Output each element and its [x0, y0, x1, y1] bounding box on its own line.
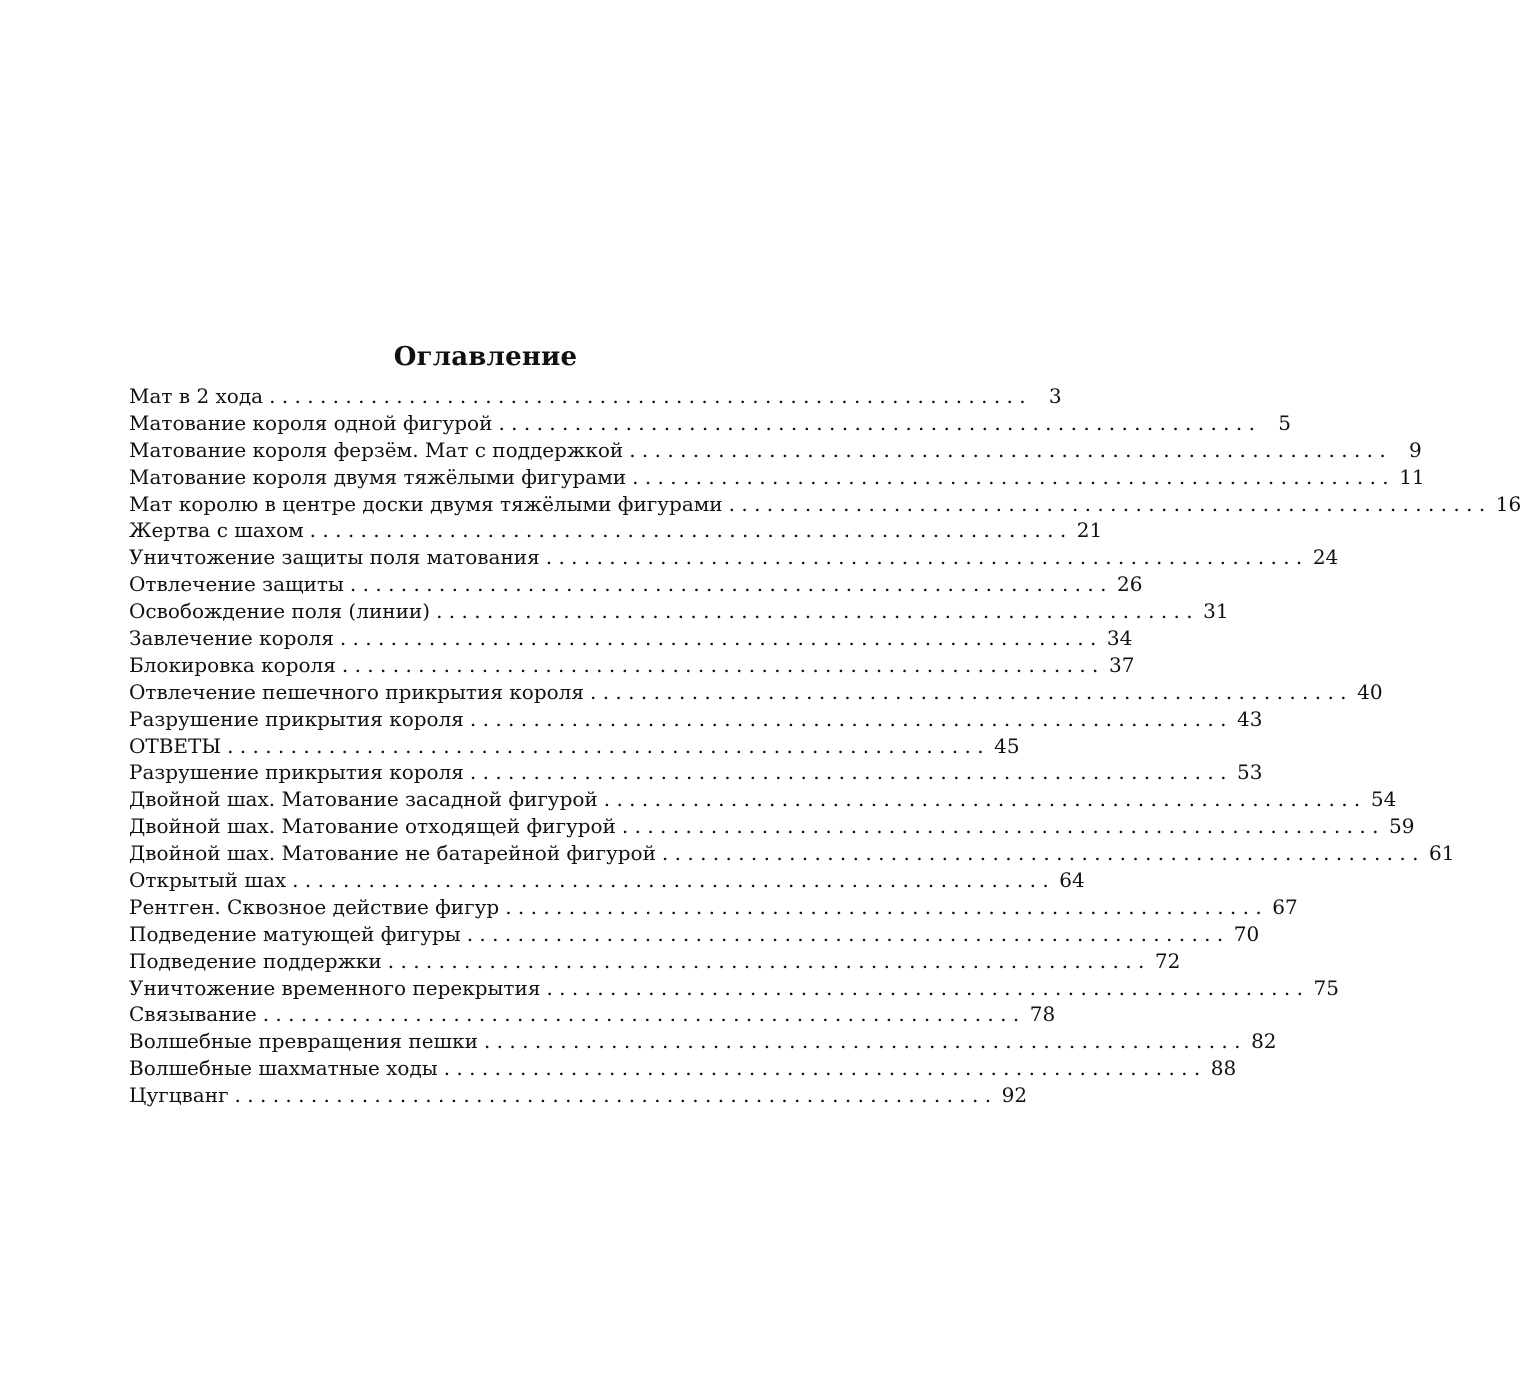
toc-dot-leader: . . . . . . . . . . . . . . . . . . . . . . . . . . . . . . . . . . . . . . . . . . . . . . . . . . . . . . . . . . . . [234, 1083, 992, 1108]
toc-dot-leader: . . . . . . . . . . . . . . . . . . . . . . . . . . . . . . . . . . . . . . . . . . . . . . . . . . . . . . . . . . . . [546, 975, 1303, 1000]
toc-entry-page-number: 11 [1389, 464, 1425, 491]
toc-entry [129, 840, 1455, 867]
toc-entry-page-number: 75 [1303, 975, 1339, 1002]
toc-entry-page-number: 61 [1418, 840, 1454, 867]
toc-dot-leader: . . . . . . . . . . . . . . . . . . . . . . . . . . . . . . . . . . . . . . . . . . . . . . . . . . . . . . . . . . . . [621, 814, 1379, 839]
toc-entry-title: Двойной шах. Матование засадной фигурой [129, 786, 604, 813]
toc-entry [129, 544, 1339, 571]
page-title: Оглавление [393, 342, 578, 373]
toc-entry [129, 1028, 1277, 1055]
toc-dot-leader: . . . . . . . . . . . . . . . . . . . . . . . . . . . . . . . . . . . . . . . . . . . . . . . . . . . . . . . . . . . . [349, 572, 1107, 597]
toc-entry [129, 410, 1291, 437]
toc-dot-leader: . . . . . . . . . . . . . . . . . . . . . . . . . . . . . . . . . . . . . . . . . . . . . . . . . . . . . . . . . . . . [339, 626, 1097, 651]
toc-entry-page-number: 43 [1226, 706, 1262, 733]
toc-entry-title: Волшебные превращения пешки [129, 1028, 484, 1055]
toc-entry-page-number: 82 [1241, 1028, 1277, 1055]
toc-entry [129, 437, 1422, 464]
toc-entry-page-number: 9 [1386, 437, 1422, 464]
toc-entry-title: Волшебные шахматные ходы [129, 1055, 444, 1082]
toc-entry [129, 383, 1062, 410]
toc-entry-title: Двойной шах. Матование отходящей фигурой [129, 813, 622, 840]
toc-dot-leader: . . . . . . . . . . . . . . . . . . . . . . . . . . . . . . . . . . . . . . . . . . . . . . . . . . . . . . . . . . . . [469, 760, 1227, 785]
toc-entry-title: Отвлечение пешечного прикрытия короля [129, 679, 590, 706]
toc-entry-page-number: 59 [1378, 813, 1414, 840]
toc-entry-page-number: 40 [1347, 679, 1383, 706]
toc-entry-title: Подведение матующей фигуры [129, 921, 467, 948]
toc-entry-title: Матование короля одной фигурой [129, 410, 498, 437]
toc-entry [129, 948, 1181, 975]
toc-entry [129, 759, 1263, 786]
toc-dot-leader: . . . . . . . . . . . . . . . . . . . . . . . . . . . . . . . . . . . . . . . . . . . . . . . . . . . . . . . . . . . . [545, 545, 1303, 570]
toc-dot-leader: . . . . . . . . . . . . . . . . . . . . . . . . . . . . . . . . . . . . . . . . . . . . . . . . . . . . . . . . . . . . [498, 410, 1255, 435]
toc-dot-leader: . . . . . . . . . . . . . . . . . . . . . . . . . . . . . . . . . . . . . . . . . . . . . . . . . . . . . . . . . . . . [262, 1002, 1020, 1027]
toc-entry-title: Уничтожение защиты поля матования [129, 544, 546, 571]
toc-entry-title: Мат в 2 хода [129, 383, 269, 410]
toc-dot-leader: . . . . . . . . . . . . . . . . . . . . . . . . . . . . . . . . . . . . . . . . . . . . . . . . . . . . . . . . . . . . [466, 921, 1224, 946]
toc-entry-page-number: 92 [991, 1082, 1027, 1109]
toc-entry-title: Завлечение короля [129, 625, 340, 652]
toc-entry [129, 894, 1298, 921]
toc-entry [129, 975, 1339, 1002]
toc-dot-leader: . . . . . . . . . . . . . . . . . . . . . . . . . . . . . . . . . . . . . . . . . . . . . . . . . . . . . . . . . . . . [590, 679, 1347, 704]
toc-entry [129, 733, 1020, 760]
toc-entry-page-number: 24 [1302, 544, 1338, 571]
toc-entry-title: Подведение поддержки [129, 948, 388, 975]
toc-entry [129, 1082, 1028, 1109]
toc-entry-title: Двойной шах. Матование не батарейной фигурой [129, 840, 662, 867]
toc-dot-leader: . . . . . . . . . . . . . . . . . . . . . . . . . . . . . . . . . . . . . . . . . . . . . . . . . . . . . . . . . . . . [436, 599, 1193, 624]
toc-entry-page-number: 45 [984, 733, 1020, 760]
toc-entry-title: Уничтожение временного перекрытия [129, 975, 546, 1002]
toc-entry-title: Открытый шах [129, 867, 292, 894]
toc-entry-title: Связывание [129, 1001, 263, 1028]
toc-entry-page-number: 64 [1049, 867, 1085, 894]
toc-entry-page-number: 88 [1200, 1055, 1236, 1082]
toc-entry-page-number: 3 [1026, 383, 1062, 410]
toc-entry [129, 491, 1521, 518]
toc-dot-leader: . . . . . . . . . . . . . . . . . . . . . . . . . . . . . . . . . . . . . . . . . . . . . . . . . . . . . . . . . . . . [505, 894, 1262, 919]
toc-entry-title: Цугцванг [129, 1082, 235, 1109]
toc-entry-page-number: 54 [1360, 786, 1396, 813]
toc-entry-page-number: 34 [1096, 625, 1132, 652]
toc-entry [129, 706, 1263, 733]
toc-entry-page-number: 26 [1106, 571, 1142, 598]
toc-entry-title: ОТВЕТЫ [129, 733, 227, 760]
toc-entry-title: Жертва с шахом [129, 517, 310, 544]
toc-entry [129, 679, 1383, 706]
toc-entry [129, 1001, 1056, 1028]
toc-entry-title: Разрушение прикрытия короля [129, 706, 470, 733]
toc-entry-page-number: 5 [1255, 410, 1291, 437]
toc-entry [129, 786, 1397, 813]
toc-entry-page-number: 72 [1144, 948, 1180, 975]
toc-dot-leader: . . . . . . . . . . . . . . . . . . . . . . . . . . . . . . . . . . . . . . . . . . . . . . . . . . . . . . . . . . . . [632, 464, 1389, 489]
toc-entry-page-number: 37 [1098, 652, 1134, 679]
toc-entry-title: Отвлечение защиты [129, 571, 350, 598]
toc-entry-title: Рентген. Сквозное действие фигур [129, 894, 505, 921]
toc-entry [129, 517, 1103, 544]
toc-entry-title: Матование короля двумя тяжёлыми фигурами [129, 464, 632, 491]
toc-entry [129, 625, 1133, 652]
toc-dot-leader: . . . . . . . . . . . . . . . . . . . . . . . . . . . . . . . . . . . . . . . . . . . . . . . . . . . . . . . . . . . . [309, 518, 1067, 543]
toc-dot-leader: . . . . . . . . . . . . . . . . . . . . . . . . . . . . . . . . . . . . . . . . . . . . . . . . . . . . . . . . . . . . [387, 948, 1145, 973]
toc-entry-title: Матование короля ферзём. Мат с поддержкой [129, 437, 629, 464]
toc-entry [129, 598, 1229, 625]
toc-dot-leader: . . . . . . . . . . . . . . . . . . . . . . . . . . . . . . . . . . . . . . . . . . . . . . . . . . . . . . . . . . . . [269, 384, 1026, 408]
toc-entry-title: Мат королю в центре доски двумя тяжёлыми фигурами [129, 491, 729, 518]
toc-dot-leader: . . . . . . . . . . . . . . . . . . . . . . . . . . . . . . . . . . . . . . . . . . . . . . . . . . . . . . . . . . . . [443, 1056, 1201, 1081]
toc-dot-leader: . . . . . . . . . . . . . . . . . . . . . . . . . . . . . . . . . . . . . . . . . . . . . . . . . . . . . . . . . . . . [341, 652, 1099, 677]
toc-entry-page-number: 21 [1066, 517, 1102, 544]
toc-dot-leader: . . . . . . . . . . . . . . . . . . . . . . . . . . . . . . . . . . . . . . . . . . . . . . . . . . . . . . . . . . . . [292, 868, 1049, 893]
toc-entry-page-number: 70 [1223, 921, 1259, 948]
toc-entry-page-number: 16 [1485, 491, 1521, 518]
toc-entry-page-number: 67 [1262, 894, 1298, 921]
toc-entry [129, 464, 1425, 491]
toc-entry [129, 652, 1135, 679]
toc-dot-leader: . . . . . . . . . . . . . . . . . . . . . . . . . . . . . . . . . . . . . . . . . . . . . . . . . . . . . . . . . . . . [661, 841, 1419, 866]
toc-entry [129, 867, 1085, 894]
toc-entry-page-number: 53 [1226, 759, 1262, 786]
toc-entry-page-number: 78 [1019, 1001, 1055, 1028]
toc-entry-title: Блокировка короля [129, 652, 342, 679]
toc-entry [129, 1055, 1237, 1082]
toc-dot-leader: . . . . . . . . . . . . . . . . . . . . . . . . . . . . . . . . . . . . . . . . . . . . . . . . . . . . . . . . . . . . [227, 733, 984, 758]
toc-dot-leader: . . . . . . . . . . . . . . . . . . . . . . . . . . . . . . . . . . . . . . . . . . . . . . . . . . . . . . . . . . . . [483, 1029, 1241, 1054]
toc-entry [129, 571, 1143, 598]
toc-entry [129, 813, 1415, 840]
toc-dot-leader: . . . . . . . . . . . . . . . . . . . . . . . . . . . . . . . . . . . . . . . . . . . . . . . . . . . . . . . . . . . . [603, 787, 1361, 812]
toc-entry-page-number: 31 [1193, 598, 1229, 625]
toc-dot-leader: . . . . . . . . . . . . . . . . . . . . . . . . . . . . . . . . . . . . . . . . . . . . . . . . . . . . . . . . . . . . [728, 491, 1486, 516]
toc-entry-title: Освобождение поля (линии) [129, 598, 436, 625]
toc-entry-title: Разрушение прикрытия короля [129, 759, 470, 786]
table-of-contents [129, 383, 1521, 1109]
toc-entry [129, 921, 1260, 948]
toc-dot-leader: . . . . . . . . . . . . . . . . . . . . . . . . . . . . . . . . . . . . . . . . . . . . . . . . . . . . . . . . . . . . [629, 437, 1386, 462]
toc-dot-leader: . . . . . . . . . . . . . . . . . . . . . . . . . . . . . . . . . . . . . . . . . . . . . . . . . . . . . . . . . . . . [469, 706, 1227, 731]
